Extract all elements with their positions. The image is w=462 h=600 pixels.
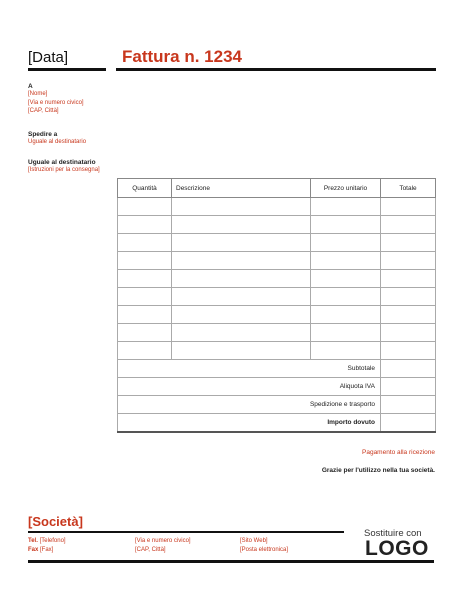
cell-unit-price[interactable] [311,342,381,360]
cell-total[interactable] [381,234,436,252]
subtotal-row [118,360,436,378]
footer-fax-line [28,546,66,555]
fax-value: [Fax] [40,547,54,553]
amount-due-label: Importo dovuto [118,414,381,433]
cell-unit-price[interactable] [311,198,381,216]
cell-unit-price[interactable] [311,288,381,306]
table-row [118,342,436,360]
cell-quantity[interactable] [118,288,172,306]
cell-total[interactable] [381,198,436,216]
amount-due-value[interactable] [381,414,436,433]
cell-description[interactable] [172,306,311,324]
footer-contacts [28,537,66,555]
tel-label: Tel. [28,538,38,544]
cell-unit-price[interactable] [311,324,381,342]
cell-unit-price[interactable] [311,252,381,270]
table-header-row [118,179,436,198]
billing-name: [Nome] [28,91,48,97]
billing-street: [Via e numero civico] [28,99,84,106]
vat-row [118,378,436,396]
cell-quantity[interactable] [118,324,172,342]
payment-note: Pagamento alla ricezione [362,449,435,456]
invoice-title: Fattura n. 1234 [122,47,242,66]
cell-unit-price[interactable] [311,306,381,324]
table-row [118,198,436,216]
header-unit-price: Prezzo unitario [311,179,381,198]
header-rule-right [116,68,436,71]
table-row [118,306,436,324]
instructions-value: [Istruzioni per la consegna] [28,167,100,173]
subtotal-label: Subtotale [118,360,381,378]
billing-label: A [28,83,33,90]
thanks-note: Grazie per l'utilizzo nella tua società. [321,467,435,474]
vat-value[interactable] [381,378,436,396]
logo-placeholder[interactable]: LOGO [365,537,429,560]
cell-description[interactable] [172,252,311,270]
cell-total[interactable] [381,270,436,288]
cell-quantity[interactable] [118,270,172,288]
footer-email: [Posta elettronica] [240,547,289,553]
billing-city: [CAP, Città] [28,108,59,114]
cell-unit-price[interactable] [311,270,381,288]
header-quantity: Quantità [118,179,172,198]
cell-quantity[interactable] [118,252,172,270]
cell-total[interactable] [381,288,436,306]
table-row [118,234,436,252]
footer-address [135,537,191,555]
shipping-cost-row [118,396,436,414]
subtotal-value[interactable] [381,360,436,378]
cell-quantity[interactable] [118,306,172,324]
cell-unit-price[interactable] [311,234,381,252]
cell-description[interactable] [172,198,311,216]
cell-total[interactable] [381,252,436,270]
header-rule-left [28,68,106,71]
cell-description[interactable] [172,342,311,360]
items-table [117,178,436,433]
cell-unit-price[interactable] [311,216,381,234]
cell-total[interactable] [381,216,436,234]
footer-tel-line [28,537,66,546]
header-total: Totale [381,179,436,198]
amount-due-row [118,414,436,433]
logo-caption: Sostituire con [364,528,422,539]
table-row [118,270,436,288]
cell-description[interactable] [172,234,311,252]
billing-block [28,83,84,116]
shipping-value: Uguale al destinatario [28,139,87,145]
invoice-date: [Data] [28,49,69,66]
cell-total[interactable] [381,324,436,342]
shipping-cost-value[interactable] [381,396,436,414]
cell-total[interactable] [381,342,436,360]
cell-description[interactable] [172,216,311,234]
cell-total[interactable] [381,306,436,324]
cell-description[interactable] [172,324,311,342]
company-name: [Società] [28,514,83,529]
header-description: Descrizione [172,179,311,198]
cell-quantity[interactable] [118,234,172,252]
shipping-cost-label: Spedizione e trasporto [118,396,381,414]
table-row [118,288,436,306]
footer-street: [Via e numero civico] [135,538,191,544]
tel-value: [Telefono] [39,538,66,544]
table-row [118,252,436,270]
cell-quantity[interactable] [118,198,172,216]
cell-description[interactable] [172,288,311,306]
fax-label: Fax [28,547,39,553]
footer-web [240,537,288,555]
footer-website: [Sito Web] [240,538,268,544]
instructions-block [28,159,100,175]
table-row [118,216,436,234]
cell-quantity[interactable] [118,216,172,234]
footer-rule [28,531,344,533]
instructions-label: Uguale al destinatario [28,159,96,166]
shipping-block [28,131,86,147]
cell-quantity[interactable] [118,342,172,360]
cell-description[interactable] [172,270,311,288]
vat-label: Aliquota IVA [118,378,381,396]
shipping-label: Spedire a [28,131,58,138]
footer-city: [CAP, Città] [135,547,166,553]
table-row [118,324,436,342]
